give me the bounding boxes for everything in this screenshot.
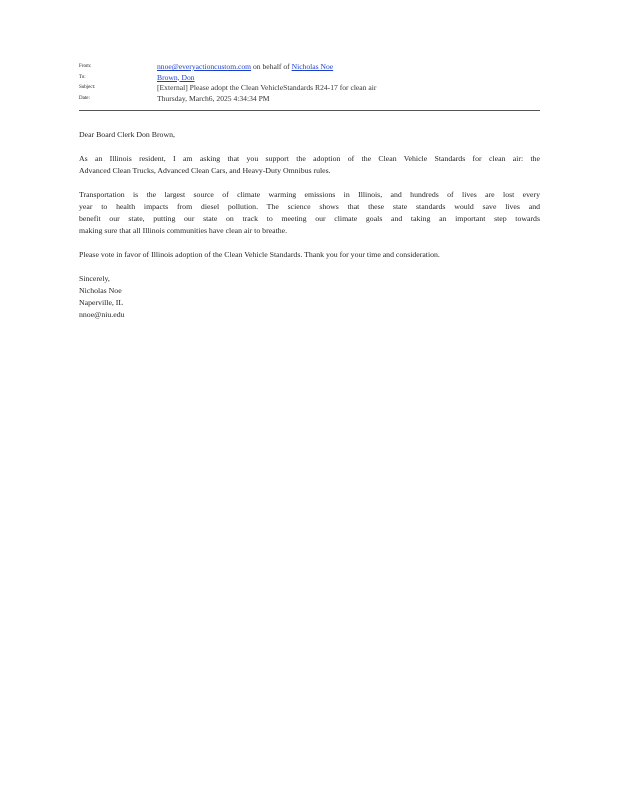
date-label: Date:	[79, 95, 90, 101]
greeting-line: Dear Board Clerk Don Brown,	[79, 130, 175, 139]
signature-name: Nicholas Noe	[79, 286, 122, 295]
paragraph-3	[79, 249, 540, 261]
paragraph-2-line-2: year to health impacts from diesel pollution. The science shows that these state standards would save lives and	[79, 202, 540, 211]
from-name-link[interactable]: Nicholas Noe	[291, 62, 334, 71]
subject-label: Subject:	[79, 85, 96, 90]
paragraph-2-line-3: benefit our state, putting our state on track to meeting our climate goals and taking an important step towards	[79, 214, 540, 223]
email-body	[79, 129, 540, 321]
signature-location: Naperville, IL	[79, 298, 124, 307]
header-divider	[79, 110, 540, 111]
signature-email: nnoe@niu.edu	[79, 310, 125, 319]
to-value-link[interactable]: Brown, Don	[157, 72, 195, 82]
paragraph-1-line-1: As an Illinois resident, I am asking that you support the adoption of the Clean Vehicle Standards for clean air: the	[79, 154, 540, 163]
from-row	[79, 62, 540, 73]
from-email-link[interactable]: nnoe@everyactioncustom.com	[157, 62, 252, 71]
to-row	[79, 73, 540, 84]
from-mid-text: on behalf of	[251, 62, 292, 71]
subject-value: [External] Please adopt the Clean VehicleStandards R24-17 for clean air	[157, 83, 377, 92]
email-header	[79, 62, 540, 104]
paragraph-2	[79, 189, 540, 237]
from-label: From:	[79, 64, 92, 69]
paragraph-3-line-1: Please vote in favor of Illinois adoption of the Clean Vehicle Standards. Thank you for your time and consideration.	[79, 250, 440, 259]
subject-row	[79, 83, 540, 94]
greeting	[79, 129, 540, 141]
paragraph-1	[79, 153, 540, 177]
date-row	[79, 94, 540, 105]
signature-block	[79, 273, 540, 321]
paragraph-2-line-1: Transportation is the largest source of climate warming emissions in Illinois, and hundreds of lives are lost every	[79, 190, 540, 199]
date-value: Thursday, March6, 2025 4:34:34 PM	[157, 93, 270, 103]
paragraph-2-line-4: making sure that all Illinois communities have clean air to breathe.	[79, 226, 288, 235]
paragraph-1-line-2: Advanced Clean Trucks, Advanced Clean Cars, and Heavy-Duty Omnibus rules.	[79, 166, 331, 175]
from-value	[157, 62, 333, 73]
to-label: To:	[79, 74, 86, 80]
signature-closing: Sincerely,	[79, 274, 110, 283]
